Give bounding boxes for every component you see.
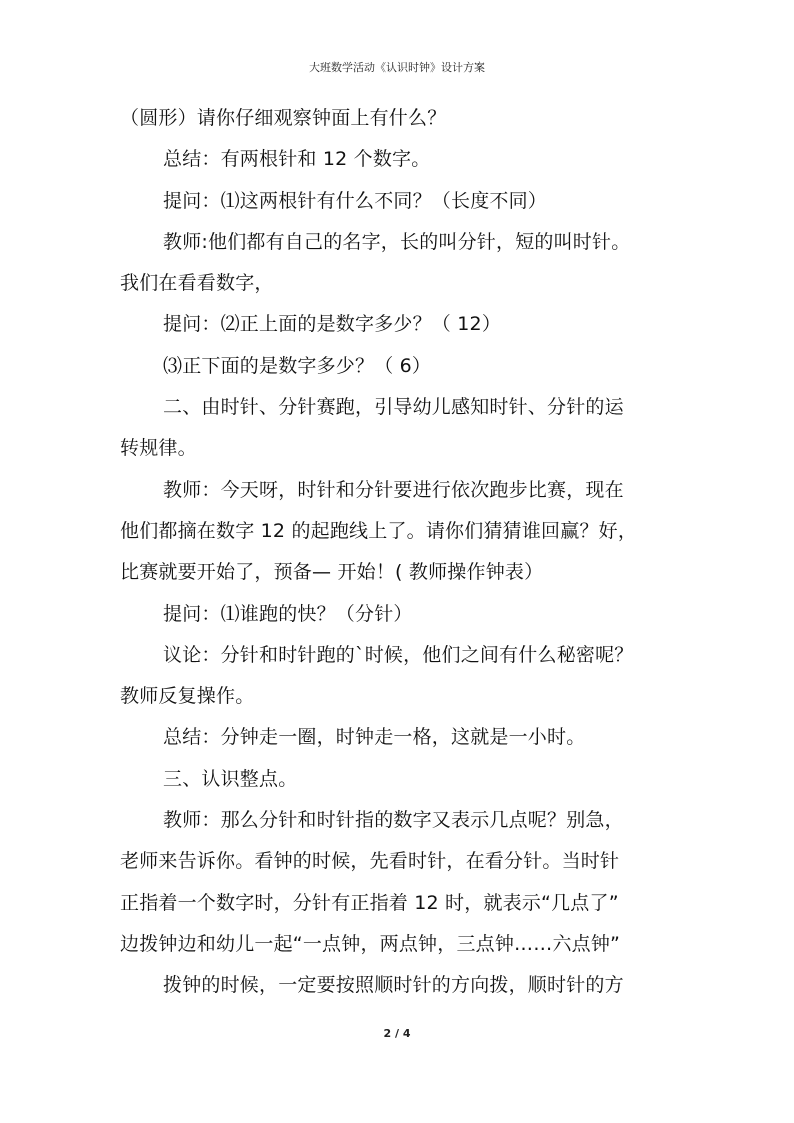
paragraph-line: 教师:他们都有自己的名字，长的叫分针，短的叫时针。	[163, 230, 631, 253]
paragraph-line: 总结：分钟走一圈，时钟走一格，这就是一小时。	[163, 726, 586, 749]
paragraph-line: 提问：⑴谁跑的快？（分针）	[163, 602, 413, 625]
paragraph-line: 教师：那么分针和时针指的数字又表示几点呢？别急，	[163, 809, 624, 832]
page-header: 大班数学活动《认识时钟》设计方案	[309, 61, 485, 74]
paragraph-line: 边拨钟边和幼儿一起“一点钟，两点钟，三点钟……六点钟”	[120, 932, 621, 955]
paragraph-line: ⑶正下面的是数字多少？（ 6）	[163, 354, 432, 377]
page-number: 2 / 4	[383, 1027, 411, 1040]
paragraph-line: 转规律。	[120, 437, 197, 460]
paragraph-line: 比赛就要开始了，预备— 开始！( 教师操作钟表）	[120, 561, 544, 584]
paragraph-line: （圆形）请你仔细观察钟面上有什么？	[120, 107, 447, 129]
paragraph-line: 提问：⑵正上面的是数字多少？（ 12）	[163, 313, 502, 336]
paragraph-line: 他们都摘在数字 12 的起跑线上了。请你们猜猜谁回赢？好，	[120, 519, 638, 542]
paragraph-line: 二、由时针、分针赛跑，引导幼儿感知时针、分针的运	[163, 396, 624, 419]
paragraph-line: 正指着一个数字时，分针有正指着 12 时，就表示“几点了”	[120, 891, 619, 914]
paragraph-line: 我们在看看数字，	[120, 272, 274, 295]
paragraph-line: 三、认识整点。	[163, 767, 298, 790]
paragraph-line: 教师：今天呀，时针和分针要进行依次跑步比赛，现在	[163, 478, 624, 501]
paragraph-line: 教师反复操作。	[120, 685, 255, 708]
paragraph-line: 议论：分针和时针跑的`时候，他们之间有什么秘密呢？	[163, 643, 634, 666]
paragraph-line: 老师来告诉你。看钟的时候，先看时针，在看分针。当时针	[120, 850, 620, 873]
document-body	[120, 98, 700, 1007]
paragraph-line: 提问：⑴这两根针有什么不同？（长度不同）	[163, 189, 548, 212]
paragraph-line: 拨钟的时候，一定要按照顺时针的方向拨，顺时针的方	[163, 974, 624, 997]
paragraph-line: 总结：有两根针和 12 个数字。	[163, 148, 431, 171]
